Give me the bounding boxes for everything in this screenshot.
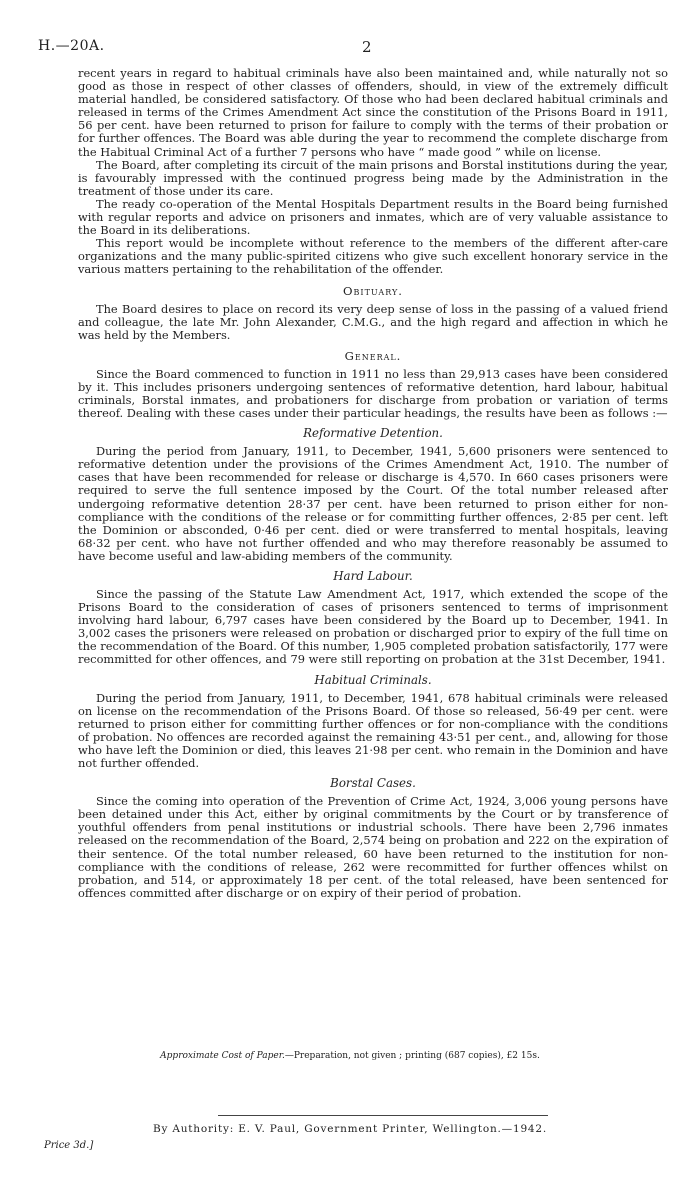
obituary-heading: Obituary. [343, 283, 403, 298]
paragraph-after-care: This report would be incomplete without reference to the members of the different after-care organizations and the many public-spirited citizens who give such excellent honorary service in the various matters pertaining to the rehabilitation of the offender. [78, 236, 668, 277]
general-text: Since the Board commenced to function in 1911 no less than 29,913 cases have been considered by it. This includes prisoners undergoing sentences of reformative detention, hard labour, habitual criminals, Borstal inmates, and probationers for discharge from probation or variation of terms thereof. Dealing with these cases under their particular headings, the results have been as follows :— [78, 366, 668, 421]
printer-authority: By Authority: E. V. Paul, Government Printer, Wellington.—1942. [152, 1123, 548, 1135]
reformative-heading: Reformative Detention. [303, 426, 443, 441]
page-header [0, 38, 700, 60]
hard-labour-heading: Hard Labour. [333, 569, 413, 583]
paragraph-board-circuit: The Board, after completing its circuit of the main prisons and Borstal institutions during the year, is favourably impressed with the continued progress being made by the Administration in the treatment of those under its care. [78, 157, 668, 198]
obituary-text: The Board desires to place on record its very deep sense of loss in the passing of a valued friend and colleague, the late Mr. John Alexander, C.M.G., and the high regard and affection in which he was held by the Members. [78, 301, 668, 342]
document-body [78, 67, 668, 900]
page-number: 2 [362, 38, 372, 56]
footer-divider [218, 1115, 548, 1116]
cost-of-paper [0, 1051, 700, 1061]
paragraph-continuation: recent years in regard to habitual criminals have also been maintained and, while naturally not so good as those in respect of other classes of offenders, should, in view of the extremely difficult material handled, be considered satisfactory. Of those who had been declared habitual criminals and released in terms of the Crimes Amendment Act since the constitution of the Prisons Board in 1911, 56 per cent. have been returned to prison for failure to comply with the terms of their probation or for further offences. The Board was able during the year to recommend the complete discharge from the Habitual Criminal Act of a further 7 persons who have “ made good ” while on license. [78, 66, 668, 159]
price-label: Price 3d.] [44, 1140, 94, 1151]
cost-text: —Preparation, not given ; printing (687 copies), £2 15s. [284, 1051, 540, 1061]
borstal-heading: Borstal Cases. [330, 776, 416, 791]
paragraph-mental-hospitals: The ready co-operation of the Mental Hospitals Department results in the Board being furnished with regular reports and advice on prisoners and inmates, which are of very valuable assistance to the Board in its deliberations. [78, 196, 668, 238]
habitual-heading: Habitual Criminals. [314, 672, 432, 687]
reformative-text: During the period from January, 1911, to December, 1941, 5,600 prisoners were sentenced to reformative detention under the provisions of the Crimes Amendment Act, 1910. The number of cases that have been recommended for release or discharge is 4,570. In 660 cases prisoners were required to serve the full sentence imposed by the Court. Of the total number released after undergoing reformative detention 28·37 per cent. have been returned to prison either for non-compliance with the conditions of the release or for committing further offences, 2·85 per cent. left the Dominion or absconded, 0·46 per cent. died or were transferred to mental hospitals, leaving 68·32 per cent. who have not further offended and who may therefore reasonably be assumed to have become useful and law-abiding members of the community. [78, 444, 668, 563]
general-heading: General. [344, 348, 402, 363]
habitual-text: During the period from January, 1911, to December, 1941, 678 habitual criminals were released on license on the recommendation of the Prisons Board. Of those so released, 56·49 per cent. were returned to prison either for committing further offences or for non-compliance with the conditions of probation. No offences are recorded against the remaining 43·51 per cent., and, allowing for those who have left the Dominion or died, this leaves 21·98 per cent. who remain in the Dominion and have not further offended. [78, 690, 668, 771]
document-reference: H.—20A. [38, 38, 105, 54]
cost-label: Approximate Cost of Paper. [160, 1051, 285, 1061]
hard-labour-text: Since the passing of the Statute Law Amendment Act, 1917, which extended the scope of the Prisons Board to the consideration of cases of prisoners sentenced to terms of imprisonment involving hard labour, 6,797 cases have been considered by the Board up to December, 1941. In 3,002 cases the prisoners were released on probation or discharged prior to expiry of the full time on the recommendation of the Board. Of this number, 1,905 completed probation satisfactorily, 177 were recommitted for other offences, and 79 were still reporting on probation at the 31st December, 1941. [78, 587, 668, 667]
borstal-text: Since the coming into operation of the Prevention of Crime Act, 1924, 3,006 young persons have been detained under this Act, either by original commitments by the Court or by transference of youthful offenders from penal institutions or industrial schools. There have been 2,796 inmates released on the recommendation of the Board, 2,574 being on probation and 222 on the expiration of their sentence. Of the total number released, 60 have been returned to the institution for non-compliance with the conditions of release, 262 were recommitted for further offences whilst on probation, and 514, or approximately 18 per cent. of the total released, have been sentenced for offences committed after discharge or on expiry of their period of probation. [78, 794, 668, 900]
